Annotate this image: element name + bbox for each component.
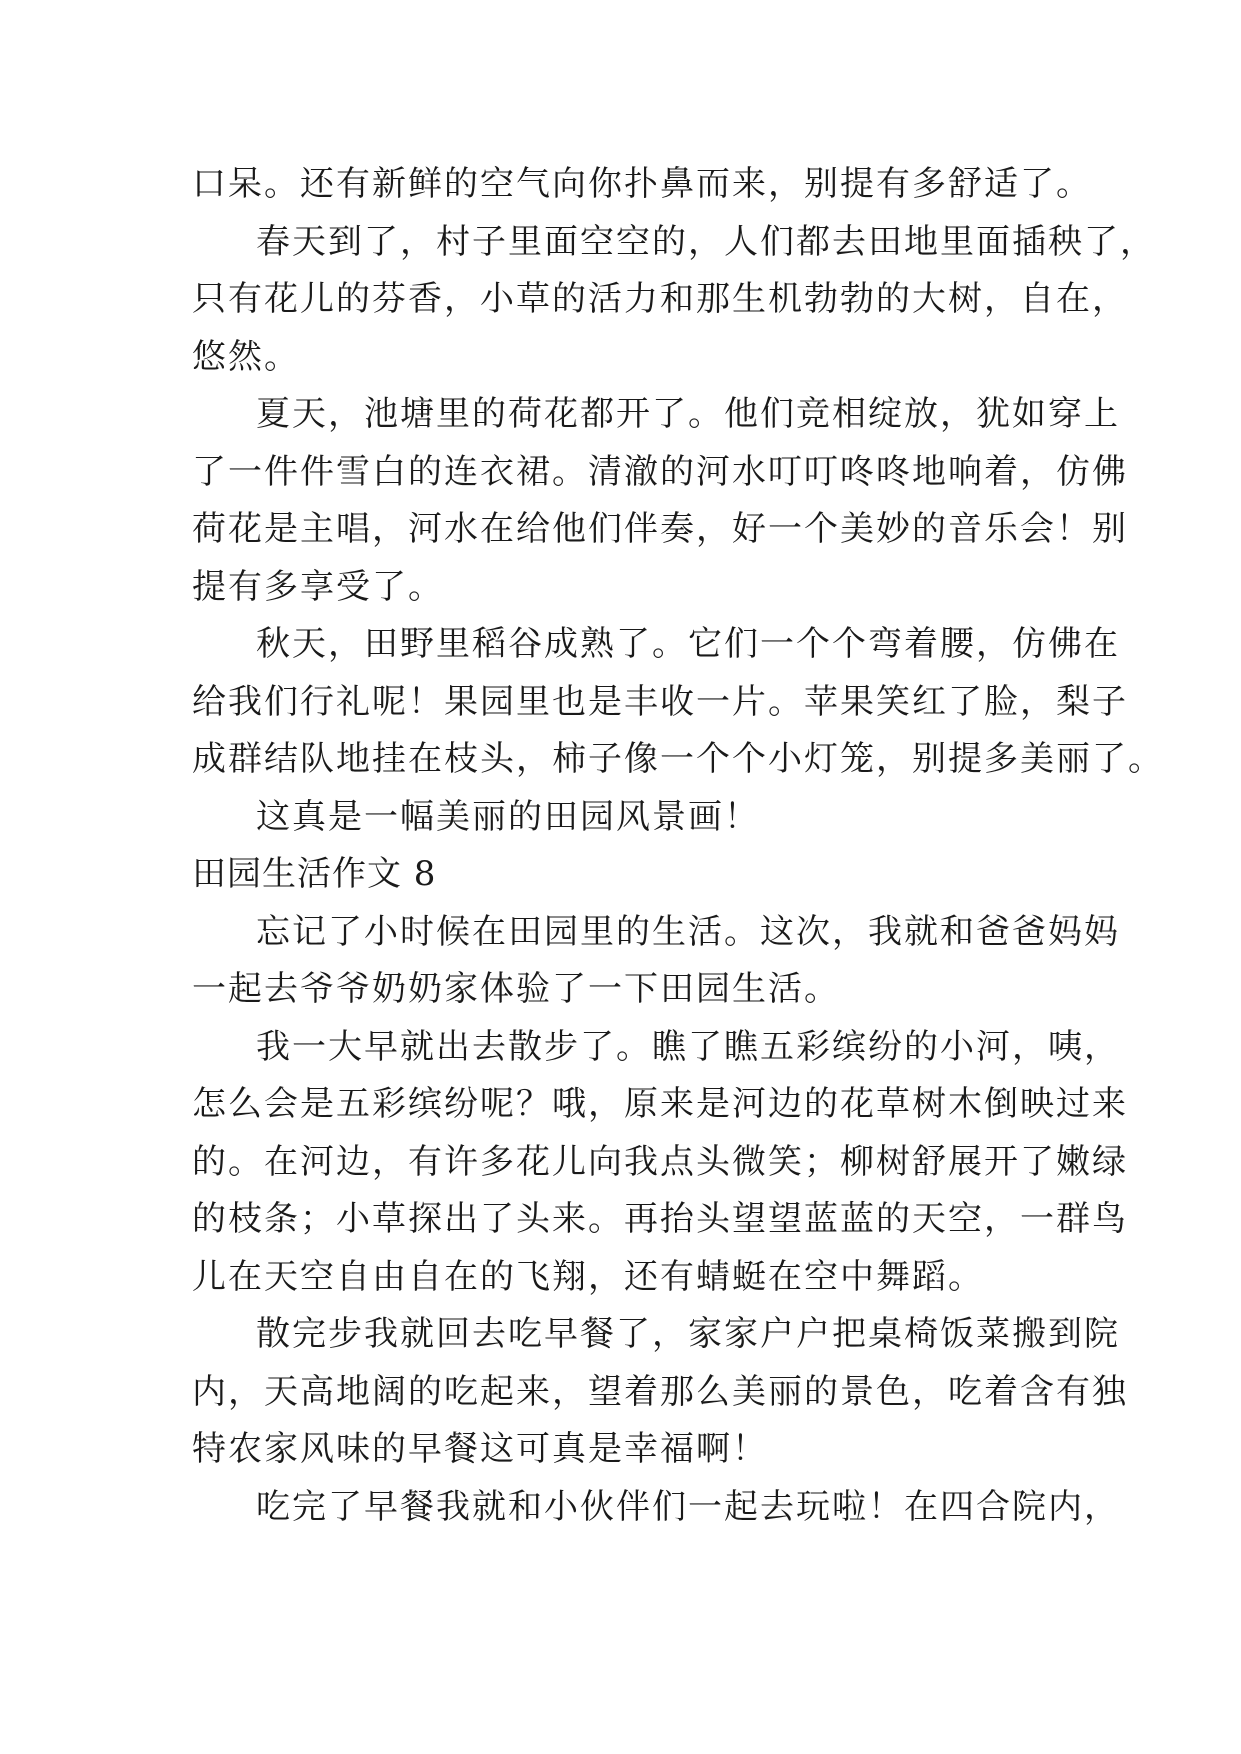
text-line: 的。在河边，有许多花儿向我点头微笑；柳树舒展开了嫩绿 <box>192 1141 1128 1182</box>
paragraph-start-line: 吃完了早餐我就和小伙伴们一起去玩啦！在四合院内， <box>256 1486 1120 1527</box>
text-line: 了一件件雪白的连衣裙。清澈的河水叮叮咚咚地响着，仿佛 <box>192 451 1128 492</box>
text-line: 成群结队地挂在枝头，柿子像一个个小灯笼，别提多美丽了。 <box>192 739 1164 779</box>
paragraph-start-line: 这真是一幅美丽的田园风景画！ <box>256 796 760 837</box>
text-line: 口呆。还有新鲜的空气向你扑鼻而来，别提有多舒适了。 <box>192 164 1092 204</box>
paragraph-start-line: 夏天，池塘里的荷花都开了。他们竞相绽放，犹如穿上 <box>256 394 1120 434</box>
paragraph-start-line: 我一大早就出去散步了。瞧了瞧五彩缤纷的小河，咦， <box>256 1026 1120 1067</box>
text-line: 儿在天空自由自在的飞翔，还有蜻蜓在空中舞蹈。 <box>192 1256 984 1297</box>
paragraph-start-line: 春天到了，村子里面空空的，人们都去田地里面插秧了， <box>256 221 1156 262</box>
section-heading: 田园生活作文 8 <box>192 854 437 894</box>
text-line: 给我们行礼呢！果园里也是丰收一片。苹果笑红了脸，梨子 <box>192 681 1128 722</box>
text-line: 荷花是主唱，河水在给他们伴奏，好一个美妙的音乐会！别 <box>192 509 1128 549</box>
paragraph-start-line: 散完步我就回去吃早餐了，家家户户把桌椅饭菜搬到院 <box>256 1314 1120 1354</box>
essay-body <box>192 156 1164 1536</box>
paragraph-start-line: 忘记了小时候在田园里的生活。这次，我就和爸爸妈妈 <box>256 911 1120 952</box>
text-line: 内，天高地阔的吃起来，望着那么美丽的景色，吃着含有独 <box>192 1371 1128 1412</box>
text-line: 悠然。 <box>192 336 300 377</box>
text-line: 提有多享受了。 <box>192 566 444 607</box>
text-line: 特农家风味的早餐这可真是幸福啊！ <box>192 1429 768 1469</box>
text-line: 只有花儿的芬香，小草的活力和那生机勃勃的大树，自在， <box>192 279 1128 319</box>
text-line: 怎么会是五彩缤纷呢？哦，原来是河边的花草树木倒映过来 <box>192 1084 1128 1124</box>
paragraph-start-line: 秋天，田野里稻谷成熟了。它们一个个弯着腰，仿佛在 <box>256 624 1120 664</box>
text-line: 的枝条；小草探出了头来。再抬头望望蓝蓝的天空，一群鸟 <box>192 1199 1128 1239</box>
text-line: 一起去爷爷奶奶家体验了一下田园生活。 <box>192 969 840 1009</box>
